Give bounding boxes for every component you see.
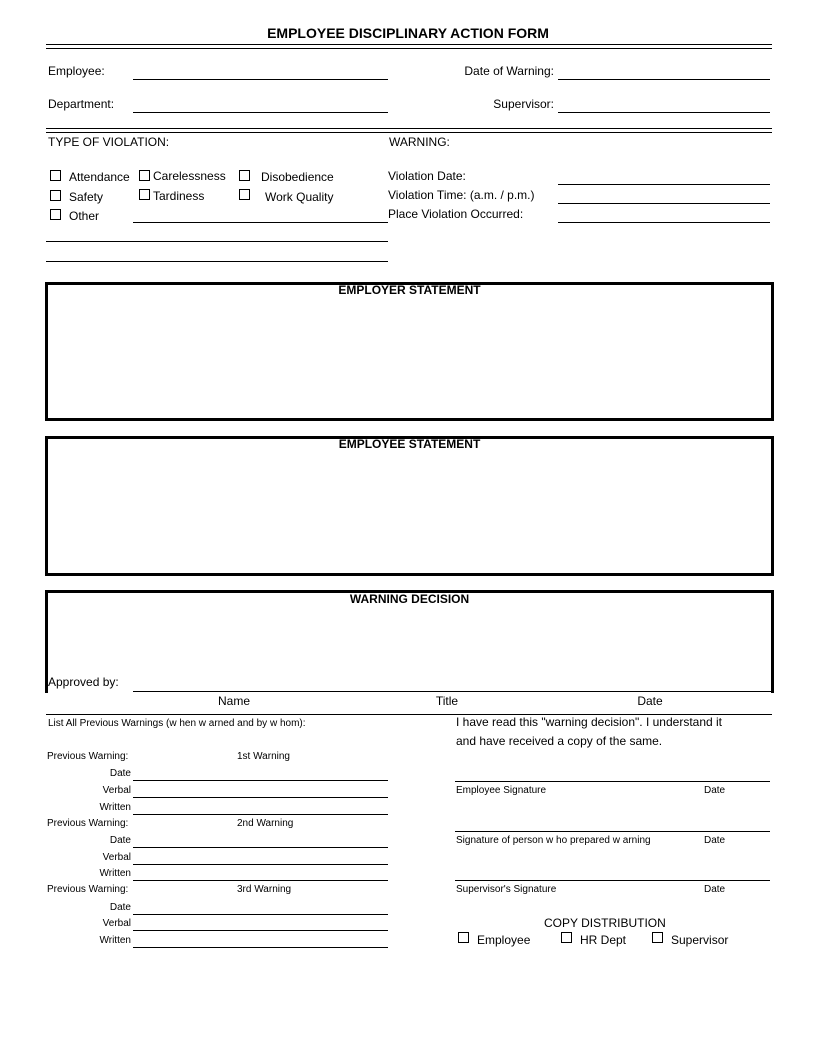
approved-date-column: Date (637, 694, 663, 708)
approved-by-label: Approved by: (48, 675, 119, 689)
warning-heading: WARNING: (389, 135, 450, 149)
second-verbal-label: Verbal (102, 852, 131, 863)
acknowledge-line-1: I have read this "warning decision". I understand it (456, 715, 723, 729)
place-violation-field[interactable] (558, 222, 770, 223)
carelessness-label: Carelessness (153, 169, 226, 183)
other-label: Other (69, 209, 100, 223)
violation-time-label: Violation Time: (a.m. / p.m.) (388, 188, 535, 202)
safety-checkbox[interactable] (50, 190, 61, 201)
preparer-signature-label: Signature of person w ho prepared w arning (456, 835, 651, 846)
department-field[interactable] (133, 112, 388, 113)
first-date-field[interactable] (133, 780, 388, 781)
first-date-label: Date (109, 768, 131, 779)
second-written-field[interactable] (133, 880, 388, 881)
safety-label: Safety (69, 190, 104, 204)
copy-supervisor-checkbox[interactable] (652, 932, 663, 943)
other-field[interactable] (133, 222, 388, 223)
previous-warnings-heading: List All Previous Warnings (w hen w arned and by w hom): (48, 718, 306, 729)
approved-name-column: Name (217, 694, 250, 708)
acknowledge-line-2: and have received a copy of the same. (456, 734, 663, 748)
page-title: EMPLOYEE DISCIPLINARY ACTION FORM (267, 25, 549, 41)
attendance-label: Attendance (69, 170, 130, 184)
other-extra-line-1[interactable] (46, 241, 388, 242)
third-date-field[interactable] (133, 914, 388, 915)
copy-employee-checkbox[interactable] (458, 932, 469, 943)
employee-statement-box[interactable] (45, 436, 774, 576)
second-written-label: Written (99, 868, 131, 879)
employee-signature-field[interactable] (455, 781, 770, 782)
second-verbal-field[interactable] (133, 864, 388, 865)
supervisor-signature-date-label: Date (704, 884, 726, 895)
employee-signature-label: Employee Signature (456, 785, 547, 796)
preparer-signature-field[interactable] (455, 831, 770, 832)
copy-hr-label: HR Dept (580, 933, 627, 947)
attendance-checkbox[interactable] (50, 170, 61, 181)
second-date-label: Date (109, 835, 131, 846)
third-verbal-field[interactable] (133, 930, 388, 931)
first-written-field[interactable] (133, 814, 388, 815)
employee-label: Employee: (48, 64, 105, 78)
previous-warning-label: Previous Warning: (47, 884, 129, 895)
disobedience-label: Disobedience (261, 170, 334, 184)
supervisor-field[interactable] (558, 112, 770, 113)
first-written-label: Written (99, 802, 131, 813)
supervisor-label: Supervisor: (493, 97, 554, 111)
disobedience-checkbox[interactable] (239, 170, 250, 181)
approved-title-column: Title (435, 694, 459, 708)
first-verbal-label: Verbal (102, 785, 131, 796)
employee-signature-date-label: Date (704, 785, 726, 796)
other-checkbox[interactable] (50, 209, 61, 220)
work-quality-label: Work Quality (265, 190, 334, 204)
preparer-signature-date-label: Date (704, 835, 726, 846)
third-written-field[interactable] (133, 947, 388, 948)
violation-time-field[interactable] (558, 203, 770, 204)
tardiness-checkbox[interactable] (139, 189, 150, 200)
third-written-label: Written (99, 935, 131, 946)
supervisor-signature-label: Supervisor's Signature (456, 884, 557, 895)
third-verbal-label: Verbal (102, 918, 131, 929)
previous-warning-label: Previous Warning: (47, 818, 129, 829)
title-divider (46, 44, 772, 49)
copy-supervisor-label: Supervisor (671, 933, 729, 947)
copy-distribution-heading: COPY DISTRIBUTION (544, 916, 666, 930)
first-warning-label: 1st Warning (237, 751, 290, 762)
copy-hr-checkbox[interactable] (561, 932, 572, 943)
date-of-warning-label: Date of Warning: (464, 64, 554, 78)
department-label: Department: (48, 97, 115, 111)
second-date-field[interactable] (133, 847, 388, 848)
tardiness-label: Tardiness (153, 189, 205, 203)
employer-statement-heading: EMPLOYER STATEMENT (338, 283, 481, 297)
employee-statement-heading: EMPLOYEE STATEMENT (338, 437, 481, 451)
supervisor-signature-field[interactable] (455, 880, 770, 881)
employee-field[interactable] (133, 79, 388, 80)
date-of-warning-field[interactable] (558, 79, 770, 80)
copy-employee-label: Employee (477, 933, 531, 947)
third-warning-label: 3rd Warning (237, 884, 292, 895)
warning-decision-heading: WARNING DECISION (349, 592, 470, 606)
violation-date-field[interactable] (558, 184, 770, 185)
place-violation-label: Place Violation Occurred: (388, 207, 524, 221)
violation-heading: TYPE OF VIOLATION: (48, 135, 170, 149)
work-quality-checkbox[interactable] (239, 189, 250, 200)
first-verbal-field[interactable] (133, 797, 388, 798)
employer-statement-box[interactable] (45, 282, 774, 421)
approved-by-field[interactable] (133, 691, 772, 692)
carelessness-checkbox[interactable] (139, 170, 150, 181)
other-extra-line-2[interactable] (46, 261, 388, 262)
section-divider (46, 128, 772, 133)
third-date-label: Date (109, 902, 131, 913)
previous-warning-label: Previous Warning: (47, 751, 129, 762)
violation-date-label: Violation Date: (388, 169, 466, 183)
second-warning-label: 2nd Warning (237, 818, 294, 829)
